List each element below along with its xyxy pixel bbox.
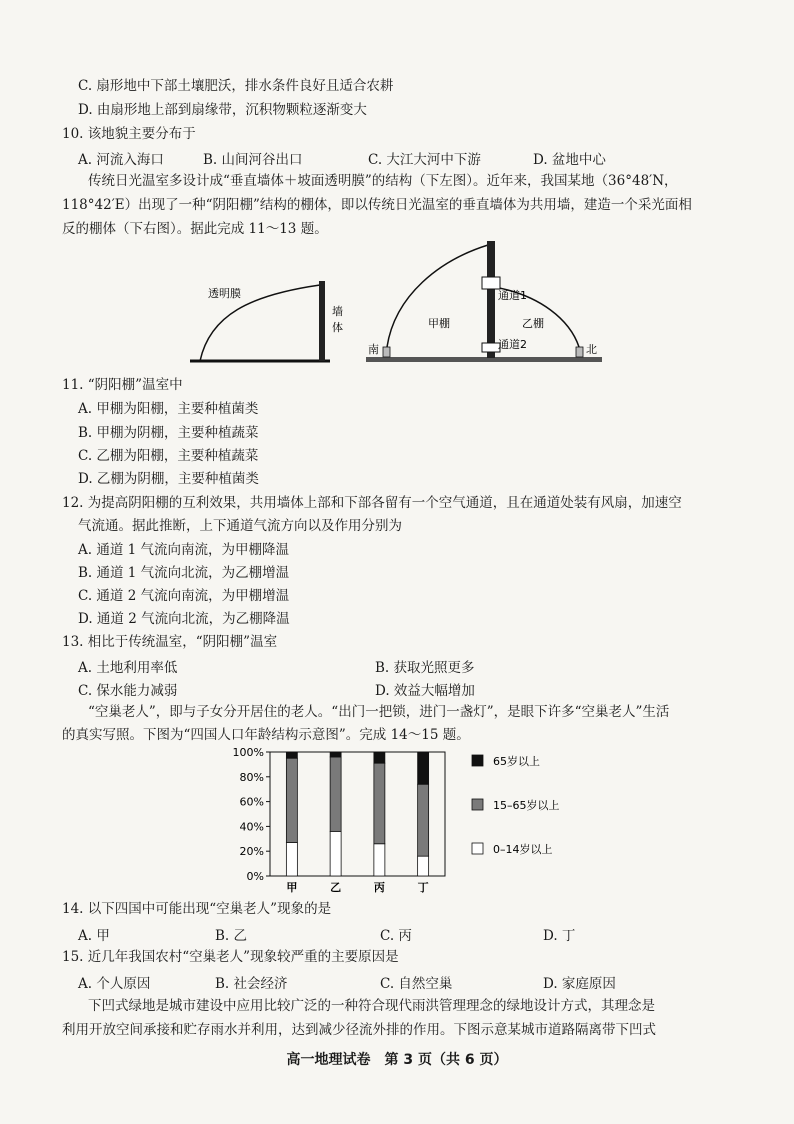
q12-option-b: B. 通道 1 气流向北流，为乙棚增温	[78, 565, 290, 581]
x-category-label: 丙	[373, 881, 385, 894]
x-category-label: 乙	[330, 881, 342, 894]
q10-options	[0, 148, 794, 168]
label-north: 北	[586, 343, 597, 356]
legend-label: 0–14岁以上	[493, 843, 553, 856]
bar-segment	[418, 856, 429, 876]
q15-option-b: B. 社会经济	[215, 976, 288, 992]
q12-stem-line1: 12. 为提高阴阳棚的互利效果，共用墙体上部和下部各留有一个空气通道，且在通道处装有风扇，加速空	[62, 495, 682, 511]
label-passage-1: 通道1	[498, 289, 527, 302]
q15-option-c: C. 自然空巢	[380, 976, 453, 992]
passage-1-fan	[482, 277, 500, 289]
north-post	[576, 347, 583, 357]
left-wall	[319, 281, 325, 361]
intro-16-line1: 下凹式绿地是城市建设中应用比较广泛的一种符合现代雨洪管理理念的绿地设计方式，其理念是	[88, 998, 655, 1014]
population-age-chart	[228, 745, 598, 897]
x-category-label: 丁	[417, 881, 429, 894]
south-post	[383, 347, 390, 357]
q10-option-d: D. 盆地中心	[533, 152, 606, 168]
q10-option-a: A. 河流入海口	[78, 152, 164, 168]
south-film	[387, 245, 488, 347]
intro-11-line3: 反的棚体（下右图）。据此完成 11～13 题。	[62, 221, 328, 237]
q15-option-a: A. 个人原因	[78, 976, 151, 992]
bar-segment	[374, 844, 385, 876]
bar-segment	[374, 763, 385, 844]
y-tick-label: 60%	[239, 795, 264, 809]
q14-option-c: C. 丙	[380, 928, 412, 944]
legend-swatch	[472, 799, 483, 810]
q15-stem: 15. 近几年我国农村“空巢老人”现象较严重的主要原因是	[62, 949, 399, 965]
legend-swatch	[472, 843, 483, 854]
q13-option-a: A. 土地利用率低	[78, 660, 178, 676]
legend-label: 15–65岁以上	[493, 799, 560, 812]
q13-option-c: C. 保水能力减弱	[78, 683, 178, 699]
traditional-greenhouse	[190, 281, 343, 361]
q15-option-d: D. 家庭原因	[543, 976, 616, 992]
bar-segment	[286, 758, 297, 842]
q14-options	[0, 924, 794, 944]
label-greenhouse-b: 乙棚	[522, 317, 544, 330]
q11-option-d: D. 乙棚为阴棚，主要种植菌类	[78, 471, 259, 487]
q11-stem: 11. “阴阳棚”温室中	[62, 377, 183, 393]
q14-option-b: B. 乙	[215, 928, 248, 944]
yinyang-greenhouse	[366, 241, 602, 362]
label-south: 南	[368, 343, 379, 356]
bar-segment	[418, 784, 429, 856]
q12-option-d: D. 通道 2 气流向北流，为乙棚降温	[78, 611, 290, 627]
bar-segment	[286, 752, 297, 758]
bar-segment	[330, 752, 341, 757]
intro-16-line2: 利用开放空间承接和贮存雨水并利用，达到减少径流外排的作用。下图示意某城市道路隔离带下凹式	[62, 1022, 656, 1038]
bar-segment	[286, 843, 297, 876]
q12-option-a: A. 通道 1 气流向南流，为甲棚降温	[78, 542, 290, 558]
label-transparent-film: 透明膜	[208, 287, 241, 300]
q15-options	[0, 972, 794, 992]
intro-14-line1: “空巢老人”，即与子女分开居住的老人。“出门一把锁，进门一盏灯”，是眼下许多“空巢老人”生活	[88, 704, 670, 720]
page-footer: 高一地理试卷 第 3 页（共 6 页）	[286, 1052, 508, 1068]
label-passage-2: 通道2	[498, 338, 527, 351]
label-wall-2: 体	[332, 321, 343, 334]
bar-segment	[418, 752, 429, 784]
intro-11-line1: 传统日光温室多设计成“垂直墙体＋坡面透明膜”的结构（下左图）。近年来，我国某地（36°48′N，	[88, 173, 678, 189]
q10-stem: 10. 该地貌主要分布于	[62, 126, 196, 142]
right-ground	[366, 357, 602, 362]
q13-option-d: D. 效益大幅增加	[375, 683, 475, 699]
q11-option-a: A. 甲棚为阳棚，主要种植菌类	[78, 401, 259, 417]
label-wall-1: 墙	[332, 305, 343, 318]
legend-label: 65岁以上	[493, 755, 540, 768]
legend-swatch	[472, 755, 483, 766]
y-tick-label: 100%	[232, 746, 264, 759]
x-category-label: 甲	[286, 881, 298, 894]
y-tick-label: 80%	[239, 770, 264, 784]
bar-segment	[374, 752, 385, 763]
y-tick-label: 0%	[246, 870, 264, 883]
q13-options	[0, 656, 794, 702]
bar-segment	[330, 757, 341, 831]
bar-segment	[330, 831, 341, 876]
q9-option-d: D. 由扇形地上部到扇缘带，沉积物颗粒逐渐变大	[78, 102, 367, 118]
q13-option-b: B. 获取光照更多	[375, 660, 475, 676]
shared-wall	[487, 241, 495, 358]
q13-stem: 13. 相比于传统温室，“阴阳棚”温室	[62, 634, 278, 650]
q10-option-b: B. 山间河谷出口	[203, 152, 303, 168]
q11-option-c: C. 乙棚为阳棚，主要种植蔬菜	[78, 448, 259, 464]
q14-stem: 14. 以下四国中可能出现“空巢老人”现象的是	[62, 901, 332, 917]
q14-option-a: A. 甲	[78, 928, 110, 944]
q14-option-d: D. 丁	[543, 928, 576, 944]
q10-option-c: C. 大江大河中下游	[368, 152, 481, 168]
q12-option-c: C. 通道 2 气流向南流，为甲棚增温	[78, 588, 290, 604]
y-tick-label: 40%	[239, 820, 264, 834]
greenhouse-diagram	[180, 235, 620, 370]
q9-option-c: C. 扇形地中下部土壤肥沃，排水条件良好且适合农耕	[78, 78, 394, 94]
intro-14-line2: 的真实写照。下图为“四国人口年龄结构示意图”。完成 14～15 题。	[62, 727, 470, 743]
q12-stem-line2: 气流通。据此推断，上下通道气流方向以及作用分别为	[78, 518, 402, 534]
label-greenhouse-a: 甲棚	[428, 317, 450, 330]
q11-option-b: B. 甲棚为阴棚，主要种植蔬菜	[78, 425, 259, 441]
intro-11-line2: 118°42′E）出现了一种“阴阳棚”结构的棚体，即以传统日光温室的垂直墙体为共用墙，建造一个采光面相	[62, 197, 692, 213]
y-tick-label: 20%	[239, 845, 264, 859]
